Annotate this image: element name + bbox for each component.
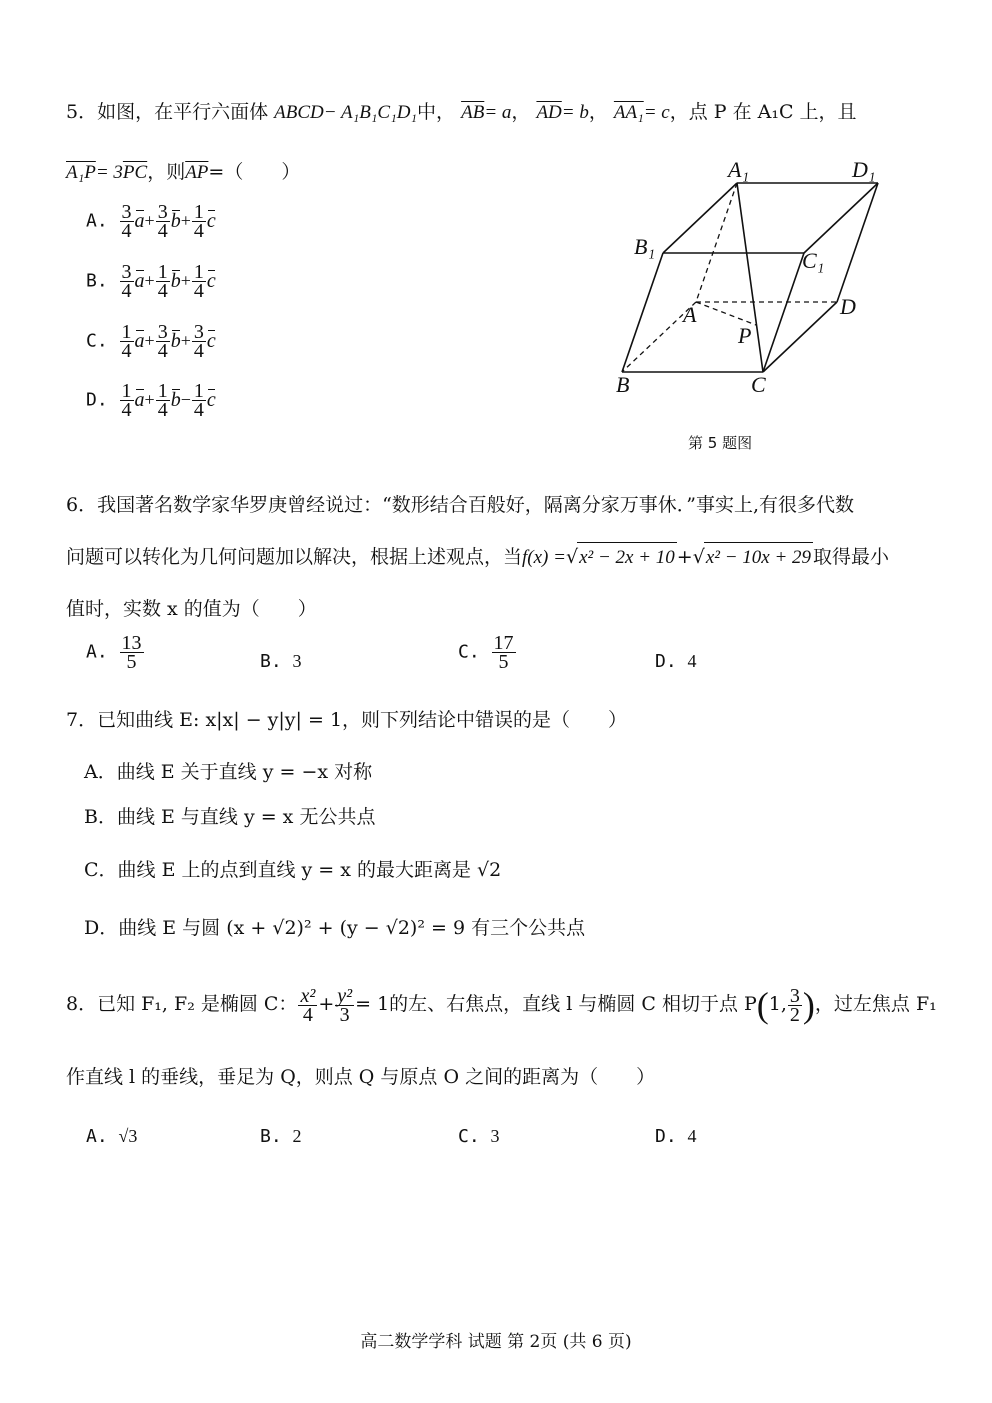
q6-option-c	[458, 634, 517, 671]
option-value: 2	[292, 1126, 302, 1146]
label-d: D	[840, 294, 856, 319]
q5-vec-pc: $\overline{PC}$	[122, 162, 148, 183]
q7-stem: 7．已知曲线 E: x|x| − y|y| = 1，则下列结论中错误的是（ ）	[66, 709, 628, 731]
operator: +	[180, 330, 191, 351]
option-label: A.	[86, 641, 108, 663]
q8-option-d	[655, 1123, 697, 1150]
q5-vec-ad: $\overline{AD}$	[536, 102, 562, 123]
q8-line1: 8．已知 F₁, F₂ 是椭圆 C： $\frac{\text{x²}}{4}$ + $\frac{\text{y²}}{3}$ = 1的左、右焦点，直线 l 与椭圆 C 相切于点 P(1, $\frac{3}{2}$ )，过左焦点 F₁	[66, 984, 937, 1026]
q6-line3: 值时，实数 x 的值为（ ）	[66, 598, 317, 620]
q8-plus: +	[318, 993, 335, 1015]
numerator: 1	[157, 261, 168, 283]
operator: −	[180, 389, 191, 410]
denominator: 3	[339, 1003, 350, 1026]
fraction	[192, 203, 206, 240]
fraction	[192, 382, 206, 419]
vector-a: a	[134, 269, 145, 292]
q6-root1: x² − 2x + 10	[577, 542, 677, 573]
q6-root2: x² − 10x + 29	[704, 542, 813, 573]
numerator: y²	[337, 984, 353, 1007]
q8-eq: = 1	[355, 993, 390, 1015]
q7-option-c: C．曲线 E 上的点到直线 y = x 的最大距离是 √2	[84, 859, 502, 881]
denominator: 4	[193, 399, 204, 421]
operator: +	[144, 389, 155, 410]
option-label: B.	[260, 651, 282, 672]
option-label: C.	[458, 641, 480, 663]
q5-vec-ap: $\overline{AP}$	[185, 162, 209, 183]
fraction	[156, 263, 170, 300]
q7-option-b: B．曲线 E 与直线 y = x 无公共点	[84, 806, 376, 828]
label-c1: C₁	[802, 248, 825, 273]
q5-line2	[66, 157, 300, 188]
q5-blank: =（ ）	[208, 161, 301, 183]
q6-plus: +	[676, 546, 693, 568]
fraction	[156, 382, 170, 419]
q5-text-b: 中，	[417, 101, 456, 123]
numerator: 3	[789, 984, 800, 1007]
vector-b: b	[170, 209, 181, 232]
q5-vec-b: = b	[561, 102, 589, 123]
q5-option-b	[86, 263, 216, 300]
fraction	[120, 203, 134, 240]
fraction	[120, 323, 134, 360]
numerator: 17	[493, 632, 514, 654]
q6-text-a: 问题可以转化为几何问题加以解决，根据上述观点，当	[66, 546, 523, 568]
denominator: 4	[121, 220, 132, 242]
numerator: 3	[121, 261, 132, 283]
q8-text-a: 8．已知 F₁, F₂ 是椭圆 C：	[66, 993, 298, 1015]
q6-line1: 6．我国著名数学家华罗庚曾经说过：“数形结合百般好，隔离分家万事休．”事实上,有很多代数	[66, 494, 855, 516]
q8-text-b: 的左、右焦点，直线 l 与椭圆 C 相切于点 P	[389, 993, 757, 1015]
numerator: 3	[193, 321, 204, 343]
option-label: D.	[655, 651, 677, 672]
q5-option-c	[86, 323, 216, 360]
numerator: x²	[300, 984, 316, 1007]
fraction	[120, 634, 144, 671]
q5-option-d	[86, 382, 216, 419]
denominator: 5	[126, 651, 137, 673]
option-value: 3	[490, 1126, 500, 1146]
fraction	[192, 323, 206, 360]
q8-option-a	[86, 1123, 137, 1150]
numerator: 1	[121, 321, 132, 343]
q5-text-c: ，点 P 在 A₁C 上，且	[669, 101, 857, 123]
vector-b: b	[170, 388, 181, 411]
fraction	[120, 263, 134, 300]
q7-option-a: A．曲线 E 关于直线 y = −x 对称	[84, 761, 373, 783]
denominator: 5	[498, 651, 509, 673]
q5-number: 5．	[66, 101, 98, 123]
q8-line2: 作直线 l 的垂线，垂足为 Q，则点 Q 与原点 O 之间的距离为（ ）	[66, 1066, 656, 1088]
q5-vec-a1p: A₁P	[66, 162, 96, 183]
q5-vec-ab: $\overline{AB}$	[461, 102, 485, 123]
label-a: A	[683, 302, 697, 327]
q5-then: ，则	[147, 161, 186, 183]
fraction	[492, 634, 516, 671]
q6-option-d	[655, 648, 697, 675]
label-a1: A₁	[728, 157, 750, 182]
q5-prism: ABCD− A₁B₁C₁D₁	[274, 102, 418, 123]
q6-text-b: 取得最小	[813, 546, 890, 568]
fraction	[156, 203, 170, 240]
numerator: 1	[193, 261, 204, 283]
numerator: 3	[121, 201, 132, 223]
operator: +	[144, 270, 155, 291]
q8-option-c	[458, 1123, 500, 1150]
label-c: C	[751, 372, 766, 397]
operator: +	[144, 210, 155, 231]
option-label: B.	[260, 1126, 282, 1147]
vector-a: a	[134, 209, 145, 232]
denominator: 2	[789, 1003, 800, 1026]
option-value: √3	[118, 1126, 138, 1146]
vector-c: c	[206, 269, 216, 292]
parallelepiped-figure	[600, 150, 900, 410]
q8-frac-y	[335, 984, 354, 1026]
numerator: 3	[157, 321, 168, 343]
denominator: 4	[121, 280, 132, 302]
denominator: 4	[193, 220, 204, 242]
q5-vec-a: = a	[484, 102, 512, 123]
q6-func: f(x) =	[522, 547, 566, 568]
vector-c: c	[206, 329, 216, 352]
vector-a: a	[134, 388, 145, 411]
numerator: 1	[157, 380, 168, 402]
option-label: B.	[86, 270, 108, 292]
option-value: 3	[292, 651, 302, 671]
vector-b: b	[170, 329, 181, 352]
q6-option-a	[86, 634, 145, 671]
denominator: 4	[193, 340, 204, 362]
denominator: 4	[157, 280, 168, 302]
option-label: A.	[86, 210, 108, 232]
q5-vec-aa1: AA₁	[613, 102, 644, 123]
q6-line2: 问题可以转化为几何问题加以解决，根据上述观点，当f(x) =√x² − 2x + 10 +√x² − 10x + 29 取得最小	[66, 542, 889, 573]
label-d1: D₁	[852, 157, 876, 182]
fraction	[156, 323, 170, 360]
vector-a: a	[134, 329, 145, 352]
q5-text-a: 如图，在平行六面体	[97, 101, 269, 123]
option-label: C.	[458, 1126, 480, 1147]
figure-caption: 第 5 题图	[688, 434, 753, 452]
vector-b: b	[170, 269, 181, 292]
fraction	[120, 382, 134, 419]
label-b1: B₁	[634, 234, 656, 259]
option-label: D.	[655, 1126, 677, 1147]
q8-point-x: 1,	[768, 993, 787, 1015]
denominator: 4	[302, 1003, 313, 1026]
q5-eq: = 3	[95, 162, 123, 183]
label-p: P	[738, 323, 752, 348]
q7-option-d: D．曲线 E 与圆 (x + √2)² + (y − √2)² = 9 有三个公共点	[84, 917, 586, 939]
q5-option-a	[86, 203, 216, 240]
operator: +	[180, 270, 191, 291]
q5-vec-c: = c	[643, 102, 670, 123]
denominator: 4	[157, 399, 168, 421]
denominator: 4	[157, 220, 168, 242]
option-label: D.	[86, 389, 108, 411]
option-label: C.	[86, 330, 108, 352]
denominator: 4	[121, 340, 132, 362]
operator: +	[144, 330, 155, 351]
q8-option-b	[260, 1123, 302, 1150]
denominator: 4	[157, 340, 168, 362]
numerator: 1	[193, 380, 204, 402]
q5-line1: 5．如图，在平行六面体 ABCD− A₁B₁C₁D₁中， $\overline{AB}= a$， $\overline{AD}= b$， AA₁= c，点 P 在 A₁C 上，且	[66, 101, 857, 123]
numerator: 1	[193, 201, 204, 223]
numerator: 1	[121, 380, 132, 402]
q6-option-b	[260, 648, 302, 675]
vector-c: c	[206, 388, 216, 411]
q8-frac-x	[298, 984, 317, 1026]
denominator: 4	[193, 280, 204, 302]
option-label: A.	[86, 1126, 108, 1147]
fraction	[192, 263, 206, 300]
option-value: 4	[687, 1126, 697, 1146]
operator: +	[180, 210, 191, 231]
denominator: 4	[121, 399, 132, 421]
vector-c: c	[206, 209, 216, 232]
numerator: 3	[157, 201, 168, 223]
q8-point-frac	[788, 984, 802, 1026]
option-value: 4	[687, 651, 697, 671]
page-footer: 高二数学学科 试题 第 2页 (共 6 页)	[360, 1332, 632, 1352]
label-b: B	[616, 372, 630, 397]
q8-text-c: ，过左焦点 F₁	[814, 993, 937, 1015]
numerator: 13	[121, 632, 142, 654]
